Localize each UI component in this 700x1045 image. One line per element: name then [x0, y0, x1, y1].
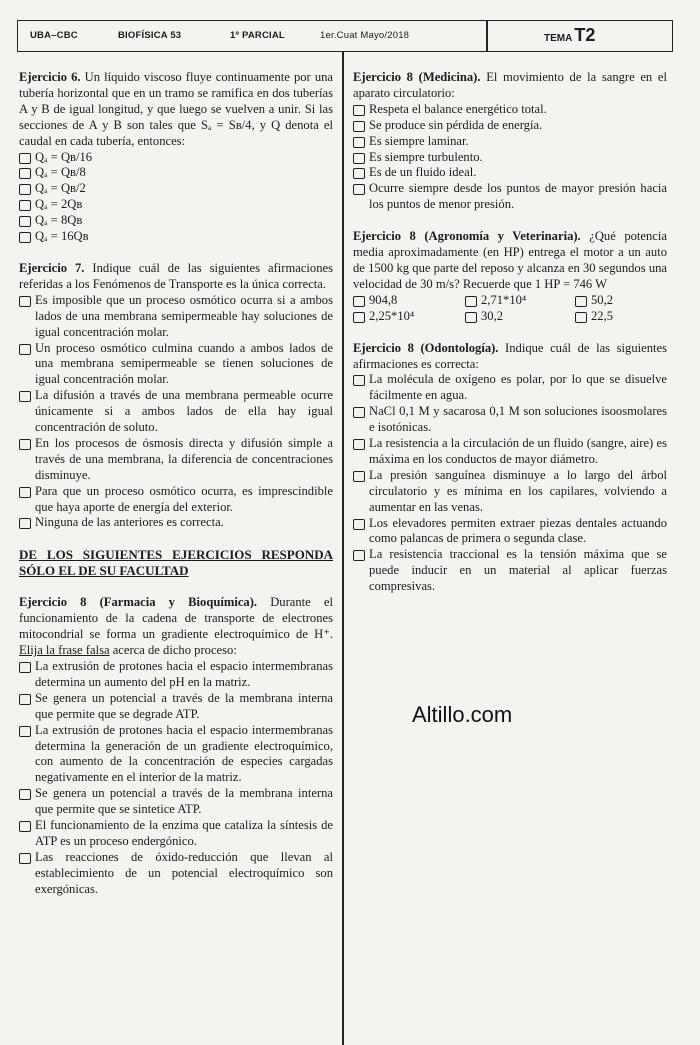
- exam-header: [17, 20, 673, 52]
- checkbox-icon[interactable]: [353, 471, 365, 482]
- checkbox-icon[interactable]: [353, 105, 365, 116]
- answer-option[interactable]: [353, 118, 667, 134]
- answer-option[interactable]: [19, 229, 333, 245]
- option-text: Para que un proceso osmótico ocurra, es imprescindible que haya aporte de energía del exterior.: [35, 483, 333, 514]
- checkbox-icon[interactable]: [19, 344, 31, 355]
- option-text: La molécula de oxígeno es polar, por lo que se disuelve fácilmente en agua.: [369, 372, 667, 403]
- exercise-8-agronomia-question: ¿Qué potencia media aproximadamente (en HP) entrega el motor a un auto de 1500 kg que parte del reposo y alcanza en 30 segundos una velocidad de 30 m/s? Recuerde que 1 HP = 746 W: [353, 229, 667, 291]
- date-label: 1er.Cuat Mayo/2018: [320, 30, 410, 41]
- header-divider: [486, 21, 488, 51]
- exercise-8-farmacia: [19, 595, 333, 897]
- answer-option[interactable]: [19, 818, 333, 850]
- right-column: [353, 70, 667, 611]
- answer-option[interactable]: [19, 786, 333, 818]
- exercise-8-farmacia-title: Ejercicio 8 (Farmacia y Bioquímica).: [19, 595, 258, 610]
- checkbox-icon[interactable]: [353, 550, 365, 561]
- option-text: Qₐ = 2Qʙ: [35, 197, 83, 212]
- answer-option[interactable]: [19, 850, 333, 898]
- answer-option[interactable]: [353, 372, 667, 404]
- checkbox-icon[interactable]: [19, 487, 31, 498]
- exercise-8-agronomia-title: Ejercicio 8 (Agronomía y Veterinaria).: [353, 229, 581, 244]
- answer-option[interactable]: [353, 102, 667, 118]
- option-text: Respeta el balance energético total.: [369, 101, 547, 116]
- answer-option[interactable]: [353, 181, 667, 213]
- option-text: Ninguna de las anteriores es correcta.: [35, 515, 224, 530]
- answer-option[interactable]: [19, 691, 333, 723]
- option-text: Es siempre turbulento.: [369, 149, 483, 164]
- option-text: Se genera un potencial a través de la membrana interna que permite que se degrade ATP.: [35, 690, 333, 721]
- option-text: Un proceso osmótico culmina cuando a ambos lados de una membrana semipermeable se tienen soluciones de igual concentración molar.: [35, 340, 333, 387]
- answer-option[interactable]: [465, 309, 575, 325]
- answer-option[interactable]: [19, 515, 333, 531]
- checkbox-icon[interactable]: [353, 375, 365, 386]
- option-text: 2,25*10⁴: [369, 308, 415, 323]
- exercise-7-question: Indique cuál de las siguientes afirmaciones referidas a los Fenómenos de Transporte es la única correcta.: [19, 260, 333, 291]
- option-text: Se produce sin pérdida de energía.: [369, 117, 543, 132]
- exercise-8-farmacia-statement: [19, 595, 333, 659]
- exercise-8-odontologia-title: Ejercicio 8 (Odontología).: [353, 340, 499, 355]
- exercise-8-medicina-statement: [353, 70, 667, 102]
- checkbox-icon[interactable]: [19, 518, 31, 529]
- answer-option[interactable]: [19, 436, 333, 484]
- answer-option[interactable]: [353, 165, 667, 181]
- answer-option[interactable]: [353, 293, 465, 309]
- option-text: Qₐ = 8Qʙ: [35, 213, 83, 228]
- answer-option[interactable]: [19, 197, 333, 213]
- checkbox-icon[interactable]: [19, 439, 31, 450]
- exercise-6-title: Ejercicio 6.: [19, 70, 81, 84]
- answer-option[interactable]: [19, 341, 333, 389]
- checkbox-icon[interactable]: [19, 153, 31, 164]
- checkbox-icon[interactable]: [19, 726, 31, 737]
- tema-text: TEMA: [544, 33, 573, 44]
- answer-option[interactable]: [353, 404, 667, 436]
- checkbox-icon[interactable]: [465, 296, 477, 307]
- answer-option[interactable]: [353, 468, 667, 516]
- exercise-7: [19, 261, 333, 531]
- checkbox-icon[interactable]: [19, 168, 31, 179]
- checkbox-icon[interactable]: [19, 821, 31, 832]
- answer-option[interactable]: [465, 293, 575, 309]
- checkbox-icon[interactable]: [353, 168, 365, 179]
- option-text: 2,71*10⁴: [481, 292, 527, 307]
- checkbox-icon[interactable]: [353, 519, 365, 530]
- answer-option[interactable]: [19, 484, 333, 516]
- answer-options-grid: [353, 293, 667, 325]
- option-text: Qₐ = Qʙ/8: [35, 165, 86, 180]
- answer-option[interactable]: [19, 388, 333, 436]
- option-text: Es siempre laminar.: [369, 133, 469, 148]
- checkbox-icon[interactable]: [19, 296, 31, 307]
- option-text: Es de un fluido ideal.: [369, 165, 477, 180]
- option-text: 22,5: [591, 308, 614, 323]
- watermark: Altillo.com: [412, 702, 513, 727]
- option-text: La extrusión de protones hacia el espacio intermembranas determina un aumento del pH en la matriz.: [35, 659, 333, 689]
- answer-option[interactable]: [353, 436, 667, 468]
- exercise-6-question: Un líquido viscoso fluye continuamente por una tubería horizontal que en un tramo se ramifica en dos tuberías A y B de igual longitud, y que luego se vuelven a unir. Si las secciones de A y B son tales que Sₐ = Sʙ/4, y Q denota el caudal en cada tubería, entonces:: [19, 70, 334, 148]
- faculty-instruction-banner: DE LOS SIGUIENTES EJERCICIOS RESPONDA SÓLO EL DE SU FACULTAD: [19, 547, 333, 579]
- answer-option[interactable]: [19, 723, 333, 787]
- exercise-8-farmacia-instruction: Elija la frase falsa: [19, 643, 110, 658]
- option-text: Se genera un potencial a través de la membrana interna que permite que se sintetice ATP.: [35, 786, 333, 817]
- option-text: La presión sanguínea disminuye a lo largo del árbol circulatorio y es mínima en los capilares, volviendo a aumentar en las venas.: [369, 467, 667, 514]
- exercise-8-medicina-title: Ejercicio 8 (Medicina).: [353, 70, 481, 84]
- checkbox-icon[interactable]: [353, 296, 365, 307]
- university-label: UBA–CBC: [30, 30, 78, 41]
- checkbox-icon[interactable]: [19, 216, 31, 227]
- exercise-8-odontologia: [353, 341, 667, 596]
- checkbox-icon[interactable]: [19, 694, 31, 705]
- answer-option[interactable]: [575, 293, 665, 309]
- option-text: 30,2: [481, 308, 504, 323]
- option-text: Qₐ = Qʙ/16: [35, 149, 93, 164]
- option-text: Qₐ = Qʙ/2: [35, 181, 86, 196]
- option-text: Ocurre siempre desde los puntos de mayor presión hacia los puntos de menor presión.: [369, 181, 667, 212]
- checkbox-icon[interactable]: [353, 184, 365, 195]
- exercise-8-medicina: [353, 70, 667, 213]
- option-text: Los elevadores permiten extraer piezas dentales actuando como palancas de primera o segunda clase.: [369, 515, 667, 546]
- exercise-8-odontologia-question: Indique cuál de las siguientes afirmaciones es correcta:: [353, 340, 667, 371]
- option-text: Qₐ = 16Qʙ: [35, 229, 89, 244]
- answer-option[interactable]: [353, 309, 465, 325]
- exercise-8-medicina-question: El movimiento de la sangre en el aparato circulatorio:: [353, 70, 667, 100]
- checkbox-icon[interactable]: [19, 789, 31, 800]
- exercise-7-title: Ejercicio 7.: [19, 260, 85, 275]
- option-text: En los procesos de ósmosis directa y difusión simple a través de una membrana, la diferencia de concentraciones disminuye.: [35, 435, 333, 482]
- checkbox-icon[interactable]: [19, 184, 31, 195]
- answer-option[interactable]: [19, 659, 333, 691]
- exercise-8-farmacia-question-end: acerca de dicho proceso:: [112, 643, 237, 658]
- checkbox-icon[interactable]: [19, 232, 31, 243]
- answer-option[interactable]: [19, 150, 333, 166]
- option-text: 50,2: [591, 292, 614, 307]
- exercise-8-agronomia: [353, 229, 667, 324]
- exercise-6-statement: [19, 70, 333, 150]
- checkbox-icon[interactable]: [465, 312, 477, 323]
- checkbox-icon[interactable]: [353, 407, 365, 418]
- answer-option[interactable]: [19, 213, 333, 229]
- checkbox-icon[interactable]: [353, 137, 365, 148]
- answer-option[interactable]: [353, 150, 667, 166]
- exercise-6: [19, 70, 333, 245]
- answer-option[interactable]: [575, 309, 665, 325]
- checkbox-icon[interactable]: [19, 200, 31, 211]
- checkbox-icon[interactable]: [353, 153, 365, 164]
- answer-option[interactable]: [19, 293, 333, 341]
- option-text: 904,8: [369, 292, 398, 307]
- checkbox-icon[interactable]: [353, 312, 365, 323]
- checkbox-icon[interactable]: [575, 312, 587, 323]
- option-text: El funcionamiento de la enzima que cataliza la síntesis de ATP es un proceso endergónico.: [35, 818, 333, 848]
- exercise-8-farmacia-question: Durante el funcionamiento de la cadena de transporte de electrones mitocondrial se forma un gradiente electroquímico de H⁺.: [19, 595, 333, 642]
- tema-value: T2: [574, 25, 596, 45]
- checkbox-icon[interactable]: [19, 853, 31, 864]
- exercise-7-statement: [19, 261, 333, 293]
- checkbox-icon[interactable]: [19, 391, 31, 402]
- option-text: La resistencia a la circulación de un fluido (sangre, aire) es máxima en los conductos de mayor diámetro.: [369, 436, 667, 466]
- option-text: Es imposible que un proceso osmótico ocurra si a ambos lados de una membrana semipermeable hay soluciones de igual concentración molar.: [35, 292, 333, 339]
- answer-option[interactable]: [353, 134, 667, 150]
- answer-option[interactable]: [19, 181, 333, 197]
- option-text: La difusión a través de una membrana permeable ocurre únicamente si a ambos lados de ella hay igual concentración de soluto.: [35, 388, 333, 435]
- exercise-8-agronomia-statement: [353, 229, 667, 293]
- exercise-8-odontologia-statement: [353, 341, 667, 373]
- answer-option[interactable]: [19, 165, 333, 181]
- option-text: La extrusión de protones hacia el espacio intermembranas determina la generación de un gradiente electroquímico, con aumento de la concentración de especies cargadas negativamente en el interior de la matriz.: [35, 722, 333, 785]
- checkbox-icon[interactable]: [353, 439, 365, 450]
- answer-option[interactable]: [353, 516, 667, 548]
- answer-option[interactable]: [353, 547, 667, 595]
- tema-label: [544, 25, 595, 46]
- option-text: La resistencia traccional es la tensión máxima que se puede inducir en un material al aplicar fuerzas compresivas.: [369, 547, 667, 594]
- option-text: NaCl 0,1 M y sacarosa 0,1 M son soluciones isoosmolares e isotónicas.: [369, 404, 667, 435]
- checkbox-icon[interactable]: [19, 662, 31, 673]
- option-text: Las reacciones de óxido-reducción que llevan al establecimiento de un potencial electroquímico son exergónicas.: [35, 849, 333, 896]
- left-column: [19, 70, 333, 914]
- checkbox-icon[interactable]: [575, 296, 587, 307]
- exam-label: 1º PARCIAL: [230, 30, 285, 41]
- column-divider: [342, 52, 344, 1045]
- checkbox-icon[interactable]: [353, 121, 365, 132]
- subject-label: BIOFÍSICA 53: [118, 30, 182, 41]
